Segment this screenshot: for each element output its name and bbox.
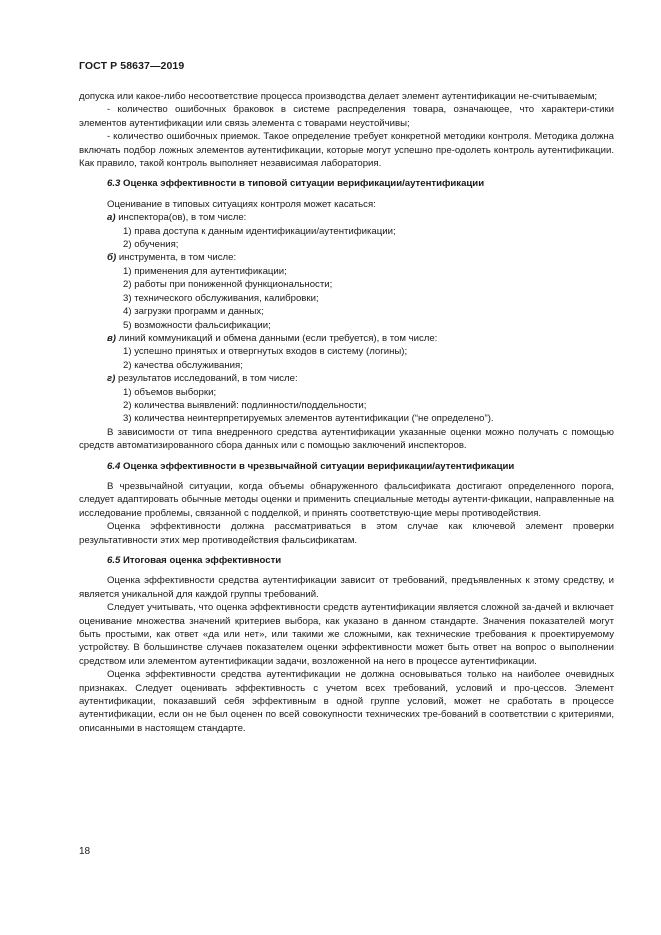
document-body <box>79 90 614 735</box>
sublist-item: 2) количества выявлений: подлинности/поддельности; <box>123 399 367 411</box>
sublist-item: 1) права доступа к данным идентификации/аутентификации; <box>123 225 396 237</box>
section-6-5-paragraph-3: Оценка эффективности средства аутентификации не должна основываться только на наиболее очевидных признаках. Следует оценивать эффективность с учетом всех требований, условий и про-цессов. Элемент аутентификации, показавший себя эффективным в одной группе условий, может не сработать в процессе аутентификации, если он не был оценен по всей совокупности технических тре-бований в соответствии с критериями, описанными в настоящем стандарте. <box>79 669 614 734</box>
section-6-3-closing: В зависимости от типа внедренного средства аутентификации указанные оценки можно получать с помощью средств автоматизированного сбора данных или с помощью заключений инспекторов. <box>79 426 614 452</box>
sublist-item: 2) обучения; <box>123 239 179 251</box>
section-6-4-paragraph-2: Оценка эффективности должна рассматриваться в этом случае как ключевой элемент проверки результативности этих мер противодействия фальсификатам. <box>79 521 614 546</box>
list-label: г) <box>107 373 116 385</box>
section-6-3-heading <box>107 177 614 190</box>
section-6-4-heading <box>107 460 614 473</box>
intro-paragraph-2: - количество ошибочных браковок в системе распределения товара, означающее, что характери-стики элементов аутентификации или связь элемента с товарами неустойчивы; <box>79 104 614 129</box>
list-label: а) <box>107 212 116 224</box>
sublist-item: 1) объемов выборки; <box>123 386 217 398</box>
sublist-item: 3) количества неинтерпретируемых элементов аутентификации (“не определено”). <box>123 413 494 425</box>
section-6-5-paragraph-2: Следует учитывать, что оценка эффективности средств аутентификации является сложной за-дачей и включает оценивание множества значений критериев выбора, как указано в данном стандарте. Значения показателей могут быть простыми, как ответ «да или нет», или такими же сложными, как технические требования к проектируемому устройству. В большинстве случаев показателем оценки эффективности может быть ответ на вопрос о выполнении средством или элементом аутентификации задачи, возложенной на него в процессе аутентификации. <box>79 602 614 667</box>
section-6-5-heading <box>107 554 614 567</box>
list-text: линий коммуникаций и обмена данными (если требуется), в том числе: <box>118 332 438 344</box>
section-6-5-paragraph-1: Оценка эффективности средства аутентификации зависит от требований, предъявленных к этому средству, и является уникальной для каждой группы требований. <box>79 575 614 600</box>
list-item-a <box>79 211 614 224</box>
list-item-d <box>79 372 614 385</box>
section-title: Оценка эффективности в чрезвычайной ситуации верификации/аутентификации <box>123 460 515 472</box>
sublist-item: 5) возможности фальсификации; <box>123 319 271 331</box>
sublist-item: 1) применения для аутентификации; <box>123 265 287 277</box>
section-6-4-paragraph-1: В чрезвычайной ситуации, когда объемы обнаруженного фальсификата достигают определенного порога, следует адаптировать обычные методы оценки и применить специальные методы аутенти-фикации, направленные на исследование проблемы, связанной с подделкой, и принять соответствую-щие меры противодействия. <box>79 480 614 519</box>
sublist-item: 1) успешно принятых и отвергнутых входов в систему (логины); <box>123 346 408 358</box>
section-number: 6.3 <box>107 178 121 190</box>
sublist-item: 4) загрузки программ и данных; <box>123 306 264 318</box>
list-text: инструмента, в том числе: <box>118 252 237 264</box>
list-text: инспектора(ов), в том числе: <box>118 212 247 224</box>
section-6-3-intro: Оценивание в типовых ситуациях контроля может касаться: <box>107 198 376 210</box>
page-number: 18 <box>79 846 91 857</box>
section-number: 6.4 <box>107 460 121 472</box>
intro-paragraph-3: - количество ошибочных приемок. Такое определение требует конкретной методики контроля. Методика должна включать подбор ложных элементов аутентификации, которые могут успешно пре-одолеть контроль аутентификации. Как правило, такой контроль выполняет независимая лаборатория. <box>79 131 614 170</box>
list-label: б) <box>107 252 117 264</box>
sublist-item: 3) технического обслуживания, калибровки; <box>123 292 319 304</box>
sublist-item: 2) работы при пониженной функциональности; <box>123 279 333 291</box>
document-header: ГОСТ Р 58637—2019 <box>79 60 185 72</box>
list-text: результатов исследований, в том числе: <box>118 373 298 385</box>
section-title: Оценка эффективности в типовой ситуации верификации/аутентификации <box>123 178 485 190</box>
section-title: Итоговая оценка эффективности <box>123 555 282 566</box>
list-item-b <box>79 251 614 264</box>
intro-paragraph-1: допуска или какое-либо несоответствие процесса производства делает элемент аутентификации не-считываемым; <box>79 91 598 102</box>
sublist-item: 2) качества обслуживания; <box>123 359 243 371</box>
list-label: в) <box>107 332 116 344</box>
section-number: 6.5 <box>107 555 121 566</box>
list-item-c <box>79 332 614 345</box>
